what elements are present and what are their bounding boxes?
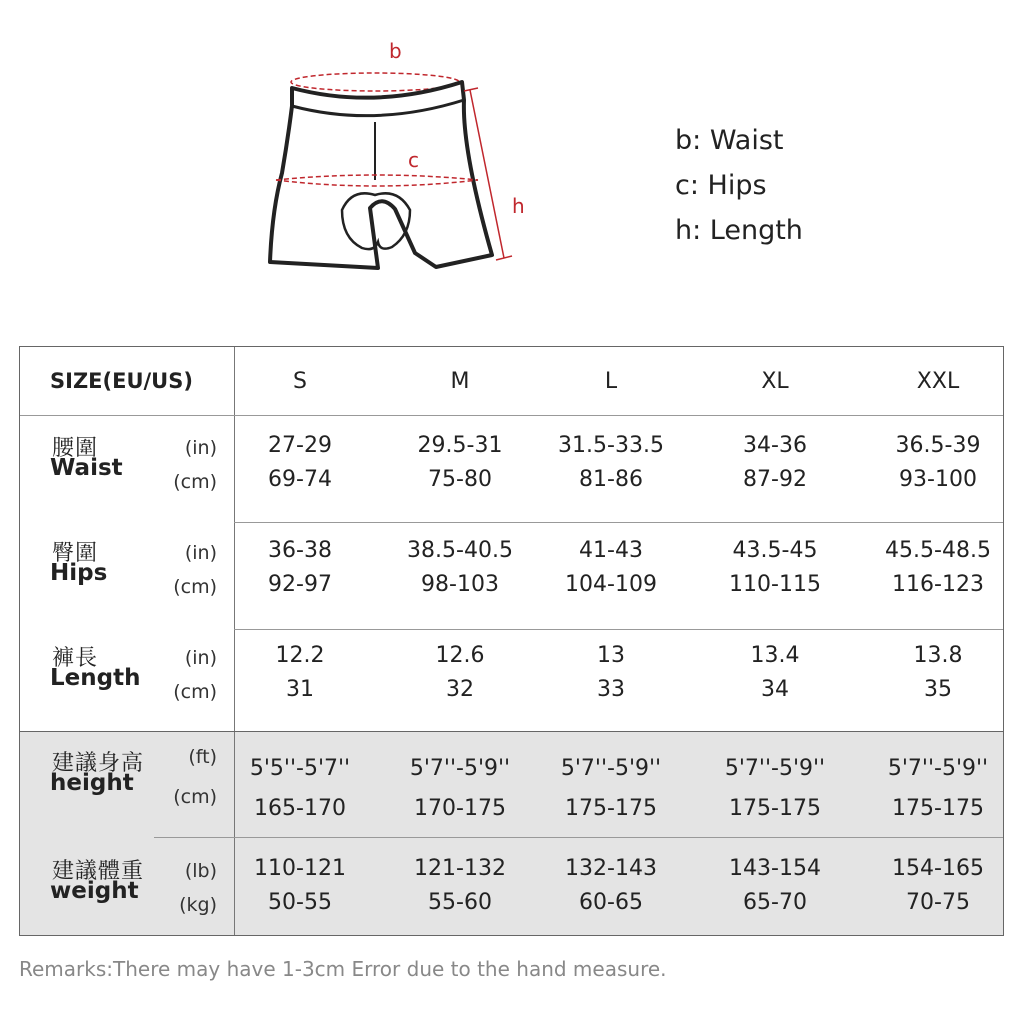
cell-height-line2: 175-175: [565, 796, 657, 821]
label-b: b: [389, 39, 402, 63]
legend-length: h: Length: [675, 215, 803, 246]
cell-waist-line2: 81-86: [579, 467, 643, 492]
unit-1-length: (in): [184, 647, 217, 669]
cell-height-line1: 5'7''-5'9'': [724, 756, 826, 781]
cell-hips-line1: 43.5-45: [732, 538, 818, 563]
cell-hips-line2: 98-103: [421, 572, 499, 597]
suggested-section-background: [20, 731, 1003, 935]
legend-hips: c: Hips: [675, 170, 767, 201]
row-label-zh-hips: 臀圍: [52, 541, 99, 566]
cell-hips-line2: 104-109: [565, 572, 657, 597]
unit-2-hips: (cm): [173, 576, 217, 598]
label-c: c: [408, 148, 419, 172]
cell-height-line1: 5'7''-5'9'': [409, 756, 511, 781]
cell-height-line2: 165-170: [254, 796, 346, 821]
cell-waist-line2: 87-92: [743, 467, 807, 492]
cell-waist-line2: 69-74: [268, 467, 332, 492]
cell-weight-line2: 55-60: [428, 890, 492, 915]
cell-weight-line2: 70-75: [906, 890, 970, 915]
cell-hips-line1: 41-43: [579, 538, 643, 563]
row-label-zh-length: 褲長: [52, 646, 99, 671]
remarks-note: Remarks:There may have 1-3cm Error due to the hand measure.: [19, 957, 667, 981]
cell-hips-line2: 116-123: [892, 572, 984, 597]
cell-weight-line2: 60-65: [579, 890, 643, 915]
unit-1-waist: (in): [184, 437, 217, 459]
cell-weight-line1: 121-132: [414, 856, 506, 881]
cell-length-line1: 13: [597, 643, 625, 668]
label-h: h: [512, 194, 525, 218]
cell-length-line1: 13.4: [750, 643, 800, 668]
cell-hips-line2: 110-115: [729, 572, 821, 597]
row-label-zh-height: 建議身高: [52, 751, 145, 776]
hips-measure-line: [276, 175, 478, 180]
cell-height-line2: 175-175: [729, 796, 821, 821]
measurement-legend: [675, 118, 803, 253]
unit-2-waist: (cm): [173, 471, 217, 493]
size-m: M: [450, 369, 470, 394]
size-header-label: SIZE(EU/US): [50, 369, 193, 393]
unit-1-height: (ft): [188, 746, 217, 768]
size-s: S: [293, 369, 307, 394]
cell-length-line1: 12.2: [275, 643, 325, 668]
cell-height-line1: 5'7''-5'9'': [560, 756, 662, 781]
cell-waist-line2: 75-80: [428, 467, 492, 492]
row-label-zh-weight: 建議體重: [52, 859, 145, 884]
cell-length-line1: 12.6: [435, 643, 485, 668]
row-label-en-length: Length: [50, 665, 141, 691]
unit-2-weight: (kg): [179, 894, 217, 916]
cell-height-line2: 175-175: [892, 796, 984, 821]
cell-length-line2: 31: [286, 677, 314, 702]
cell-hips-line1: 36-38: [268, 538, 332, 563]
cell-waist-line1: 34-36: [743, 433, 807, 458]
unit-1-hips: (in): [184, 542, 217, 564]
cell-waist-line1: 29.5-31: [417, 433, 503, 458]
shorts-measurement-diagram: [250, 30, 550, 290]
cell-weight-line1: 143-154: [729, 856, 821, 881]
cell-weight-line1: 110-121: [254, 856, 346, 881]
row-label-zh-waist: 腰圍: [52, 436, 99, 461]
cell-weight-line2: 50-55: [268, 890, 332, 915]
cell-weight-line1: 132-143: [565, 856, 657, 881]
cell-height-line2: 170-175: [414, 796, 506, 821]
cell-waist-line1: 27-29: [268, 433, 332, 458]
cell-length-line2: 32: [446, 677, 474, 702]
row-label-en-weight: weight: [50, 878, 139, 904]
size-l: L: [604, 369, 618, 394]
cell-length-line1: 13.8: [913, 643, 963, 668]
cell-length-line2: 35: [924, 677, 952, 702]
unit-1-weight: (lb): [184, 860, 217, 882]
size-chart-table: [19, 346, 1004, 936]
cell-weight-line2: 65-70: [743, 890, 807, 915]
size-xxl: XXL: [916, 369, 960, 394]
cell-waist-line1: 36.5-39: [895, 433, 981, 458]
unit-2-height: (cm): [173, 786, 217, 808]
cell-waist-line1: 31.5-33.5: [558, 433, 664, 458]
row-label-en-height: height: [50, 770, 134, 796]
cell-height-line1: 5'7''-5'9'': [887, 756, 989, 781]
size-xl: XL: [761, 369, 789, 394]
cell-length-line2: 33: [597, 677, 625, 702]
cell-length-line2: 34: [761, 677, 789, 702]
cell-hips-line2: 92-97: [268, 572, 332, 597]
unit-2-length: (cm): [173, 681, 217, 703]
cell-hips-line1: 45.5-48.5: [885, 538, 991, 563]
cell-waist-line2: 93-100: [899, 467, 977, 492]
cell-hips-line1: 38.5-40.5: [407, 538, 513, 563]
row-label-en-waist: Waist: [50, 455, 123, 481]
cell-weight-line1: 154-165: [892, 856, 984, 881]
cell-height-line1: 5'5''-5'7'': [249, 756, 351, 781]
row-label-en-hips: Hips: [50, 560, 108, 586]
legend-waist: b: Waist: [675, 125, 784, 156]
